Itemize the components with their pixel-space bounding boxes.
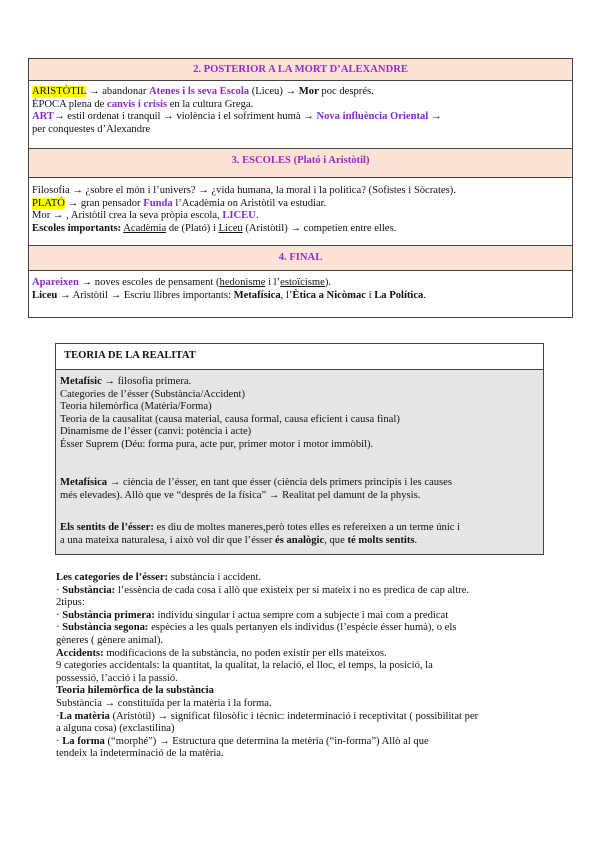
section-3-title: 3. ESCOLES (Plató i Aristòtil)	[231, 155, 370, 166]
s2-line-4: per conquestes d’Alexandre	[32, 123, 151, 135]
section-2-body	[32, 86, 569, 136]
s3-l4-text: de (Plató) i	[166, 222, 219, 234]
s4-l1-u1: hedonisme	[219, 277, 266, 288]
s4-line-1	[32, 277, 569, 290]
n-l5-b: Substància segona:	[62, 622, 149, 634]
s3-line-2	[32, 198, 569, 211]
theory-body	[56, 370, 543, 554]
s4-l2-b3: Ètica a Nicòmac	[292, 289, 366, 301]
theory-header	[56, 344, 543, 370]
n-l5-dot: ·	[56, 622, 63, 634]
n-l5	[56, 622, 556, 635]
t-p1-l5: Dinamisme de l’ésser (canvi: potència i acte)	[60, 426, 252, 438]
s3-l3-text2: .	[255, 210, 259, 222]
s3-line-4	[32, 223, 569, 236]
theory-title: TEORIA DE LA REALITAT	[64, 350, 196, 361]
t-p3-b1: és analògic	[275, 534, 325, 546]
n-l7-b: Accidents:	[56, 647, 104, 659]
notes-section	[56, 572, 556, 761]
n-l14	[56, 736, 556, 749]
s2-l2-text: ÈPOCA plena de	[32, 98, 108, 110]
t-p3-b: Els sentits de l’ésser:	[60, 522, 154, 533]
s2-line-3	[32, 111, 569, 124]
n-l4	[56, 610, 556, 623]
n-l2-t: l’essència de cada cosa i allò que existeix per sí mateix i no es predica de cap altre.	[115, 584, 470, 596]
s4-l2-b1: Liceu	[32, 289, 58, 301]
s2-l1-text2: (Liceu) →	[249, 86, 299, 97]
n-l14-t: (“morphé”) → Estructura que determina la metèria (“in-forma”) Allò al que	[104, 735, 429, 747]
t-p1-l3: Teoria hilemòrfica (Matèria/Forma)	[60, 401, 212, 413]
t-p3-t: es diu de moltes maneres,però totes elles es refereixen a un terme únic i	[153, 522, 461, 533]
s2-line-2	[32, 99, 569, 112]
s4-l1-text2: i l’	[265, 277, 281, 288]
n-l7-t: modificacions de la substància, no poden existir per ells mateixos.	[103, 647, 387, 659]
n-l9: possessió, l’acció i la passió.	[56, 672, 178, 684]
s4-l1-text: → noves escoles de pensament (	[78, 277, 220, 288]
s2-l3-text: → estil ordenat i tranquil → violència i el sofriment humà →	[54, 111, 317, 123]
n-l4-dot: ·	[56, 609, 63, 621]
section-4-title: 4. FINAL	[278, 252, 323, 263]
n-l12-b: La matèria	[59, 710, 110, 722]
s2-l1-emph: Atenes i ls seva Escola	[149, 86, 250, 97]
n-l11: Substància → constituïda per la matèria i la forma.	[56, 697, 272, 709]
aristotil-highlight: ARISTÒTIL	[32, 86, 87, 97]
n-l5-t: espècies a les quals pertanyen els individus (l’espècie ésser humà), o els	[148, 622, 457, 634]
s3-l4-bold: Escoles importants:	[32, 222, 122, 234]
plato-highlight: PLATÓ	[32, 197, 65, 209]
theory-p2	[60, 477, 540, 502]
t-p2-l1	[60, 477, 540, 490]
s4-line-2	[32, 290, 569, 303]
t-p2-l2: més elevades). Allò que ve “després de la física” → Realitat pel damunt de la physis.	[60, 489, 421, 501]
t-p1-b: Metafísic	[60, 376, 102, 387]
n-l10-b: Teoria hilemòrfica de la substància	[56, 685, 214, 697]
theory-p1	[60, 376, 540, 452]
t-p1-l1	[60, 376, 540, 389]
n-l12-t: (Aristòtil) → significat filosòfic i tècnic: indeterminació i receptivitat ( possibilitat per	[109, 710, 479, 722]
s4-l2-b2: Metafísica	[233, 289, 281, 301]
s3-l2-emph: Funda	[143, 197, 173, 209]
s4-l2-text3: i	[365, 289, 375, 301]
n-l2-b: Substància:	[62, 584, 116, 596]
n-l13: a alguna cosa) (exclastilina)	[56, 723, 175, 735]
section-3-body	[32, 185, 569, 235]
n-l7	[56, 648, 556, 661]
t-p1-l6: Ésser Suprem (Déu: forma pura, acte pur, primer motor i motor immòbil).	[60, 438, 374, 450]
s4-l2-text4: .	[423, 289, 427, 301]
section-2-title: 2. POSTERIOR A LA MORT D’ALEXANDRE	[193, 64, 408, 75]
section-3-header	[29, 148, 572, 178]
n-l1-b: Les categories de l’ésser:	[56, 572, 169, 583]
t-p3-t3: .	[414, 534, 418, 546]
s4-l1-text3: ).	[324, 277, 332, 288]
n-l4-t: individu singular i actua sempre com a subjecte i mai com a predicat	[154, 609, 449, 621]
history-box	[28, 58, 573, 318]
t-p3-l2	[60, 535, 540, 548]
n-l14-b: La forma	[62, 735, 105, 747]
s3-l3-text: Mor → , Aristòtil crea la seva pròpia escola,	[32, 210, 223, 222]
theory-box	[55, 343, 544, 555]
s2-l2-text2: en la cultura Grega.	[167, 98, 254, 110]
t-p1-l4: Teoria de la causalitat (causa material, causa formal, causa eficient i causa final)	[60, 413, 400, 425]
t-p3-b2: té molts sentits	[347, 534, 415, 546]
t-p3-l1	[60, 522, 540, 535]
t-p3-t2: , que	[324, 534, 348, 546]
section-4-header	[29, 245, 572, 271]
s3-line-1: Filosofia → ¿sobre el món i l’univers? → ¿vida humana, la moral i la política? (Sofistes i Sòcrates).	[32, 185, 456, 196]
s2-l1-text3: poc després.	[318, 86, 374, 97]
s4-l2-b4: La Política	[374, 289, 424, 301]
n-l15: tendeix la indeterminació de la matèria.	[56, 748, 224, 760]
s2-l1-text: → abandonar	[86, 86, 150, 97]
s3-line-3	[32, 210, 569, 223]
s2-l3-text2: →	[428, 111, 442, 123]
section-2-header	[29, 59, 572, 81]
s3-l4-text2: (Aristòtil) → competien entre elles.	[242, 222, 397, 234]
s2-l3-emph: ART	[32, 111, 54, 123]
s3-l2-text: → gran pensador	[64, 197, 144, 209]
n-l4-b: Substància primera:	[62, 609, 155, 621]
s4-l2-text: → Aristòtil → Escriu llibres importants:	[57, 289, 234, 301]
n-l8: 9 categories accidentals: la quantitat, la qualitat, la relació, el lloc, el temps, la posició, la	[56, 660, 433, 672]
s3-l4-u2: Liceu	[218, 222, 243, 234]
s3-l3-emph: LICEU	[222, 210, 256, 222]
t-p1-l2: Categories de l’ésser (Substància/Accident)	[60, 388, 246, 400]
n-l14-dot: ·	[56, 735, 63, 747]
section-4-body	[32, 277, 569, 302]
n-l6: gèneres ( gènere animal).	[56, 634, 164, 646]
s4-l1-u2: estoïcisme	[280, 277, 325, 288]
n-l12-dot: ·	[56, 710, 60, 722]
n-l1	[56, 572, 556, 585]
n-l12	[56, 711, 556, 724]
n-l2-dot: ·	[56, 584, 63, 596]
t-p3-t1: a una mateixa naturalesa, i això vol dir que l’ésser	[60, 534, 276, 546]
t-p2-t: → ciència de l’ésser, en tant que ésser (ciència dels primers principis i les causes	[107, 477, 452, 488]
theory-p3	[60, 522, 540, 547]
s3-l2-text2: l’Acadèmia on Aristòtil va estudiar.	[172, 197, 327, 209]
n-l10	[56, 685, 556, 698]
n-l2	[56, 585, 556, 598]
n-l1-t: substància i accident.	[168, 572, 262, 583]
t-p1-t: → filosofia primera.	[101, 376, 192, 387]
s2-l2-emph: canvis i crisis	[107, 98, 168, 110]
n-l3: 2tipus:	[56, 597, 85, 609]
s4-l2-text2: , l’	[280, 289, 293, 301]
s4-l1-emph: Apareixen	[32, 277, 79, 288]
t-p2-b: Metafísica	[60, 477, 108, 488]
s3-l4-u1: Acadèmia	[123, 222, 167, 234]
s2-line-1	[32, 86, 569, 99]
s2-l3-emph2: Nova influència Oriental	[316, 111, 429, 123]
s2-l1-bold: Mor	[298, 86, 319, 97]
